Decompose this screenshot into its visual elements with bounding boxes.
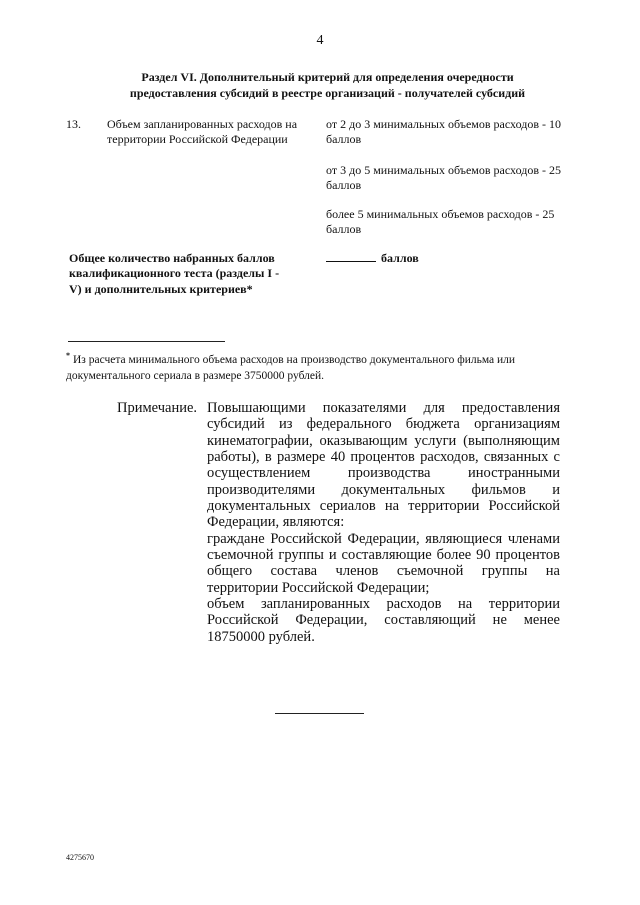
footnote-text: Из расчета минимального объема расходов на производство документального фильма или документального сериала в размере 3750000 рублей.: [66, 353, 516, 382]
total-score-suffix: баллов: [381, 251, 419, 265]
note-body: [207, 400, 560, 645]
section-title: [60, 69, 595, 101]
criterion-option-3: более 5 минимальных объемов расходов - 25 баллов: [326, 207, 555, 236]
note-paragraph-3: объем запланированных расходов на территории Российской Федерации, составляющий не менее 18750000 рублей.: [207, 596, 560, 645]
total-score-value: [326, 251, 419, 266]
criterion-number: 13.: [66, 117, 81, 131]
end-divider: [275, 713, 364, 714]
footnote-marker: *: [66, 351, 70, 360]
note-paragraph-2: граждане Российской Федерации, являющиеся членами съемочной группы и составляющие более 90 процентов общего состава членов съемочной группы на территории Российской Федерации;: [207, 530, 560, 596]
footnote: [66, 348, 576, 384]
score-blank-line: [326, 251, 376, 262]
criterion-description: Объем запланированных расходов на территории Российской Федерации: [107, 117, 298, 146]
note-label: Примечание.: [117, 400, 198, 416]
page-number: 4: [316, 33, 324, 48]
document-code: 4275670: [66, 853, 94, 862]
note-paragraph-1: Повышающими показателями для предоставления субсидий из федерального бюджета организациям кинематографии, оказывающим услуги (выполняющим работы), в размере 40 процентов расходов, связанных с осуществлением производства иностранными производителями документальных фильмов и документальных сериалов на территории Российской Федерации, являются:: [207, 400, 560, 531]
criterion-option-2: от 3 до 5 минимальных объемов расходов - 25 баллов: [326, 163, 561, 192]
section-title-line-2: предоставления субсидий в реестре организаций - получателей субсидий: [129, 86, 526, 100]
total-score-label: Общее количество набранных баллов квалификационного теста (разделы I - V) и дополнительных критериев*: [69, 251, 280, 296]
section-title-line-1: Раздел VI. Дополнительный критерий для определения очередности: [141, 70, 514, 84]
footnote-divider: [68, 341, 225, 342]
criterion-option-1: от 2 до 3 минимальных объемов расходов - 10 баллов: [326, 117, 561, 146]
